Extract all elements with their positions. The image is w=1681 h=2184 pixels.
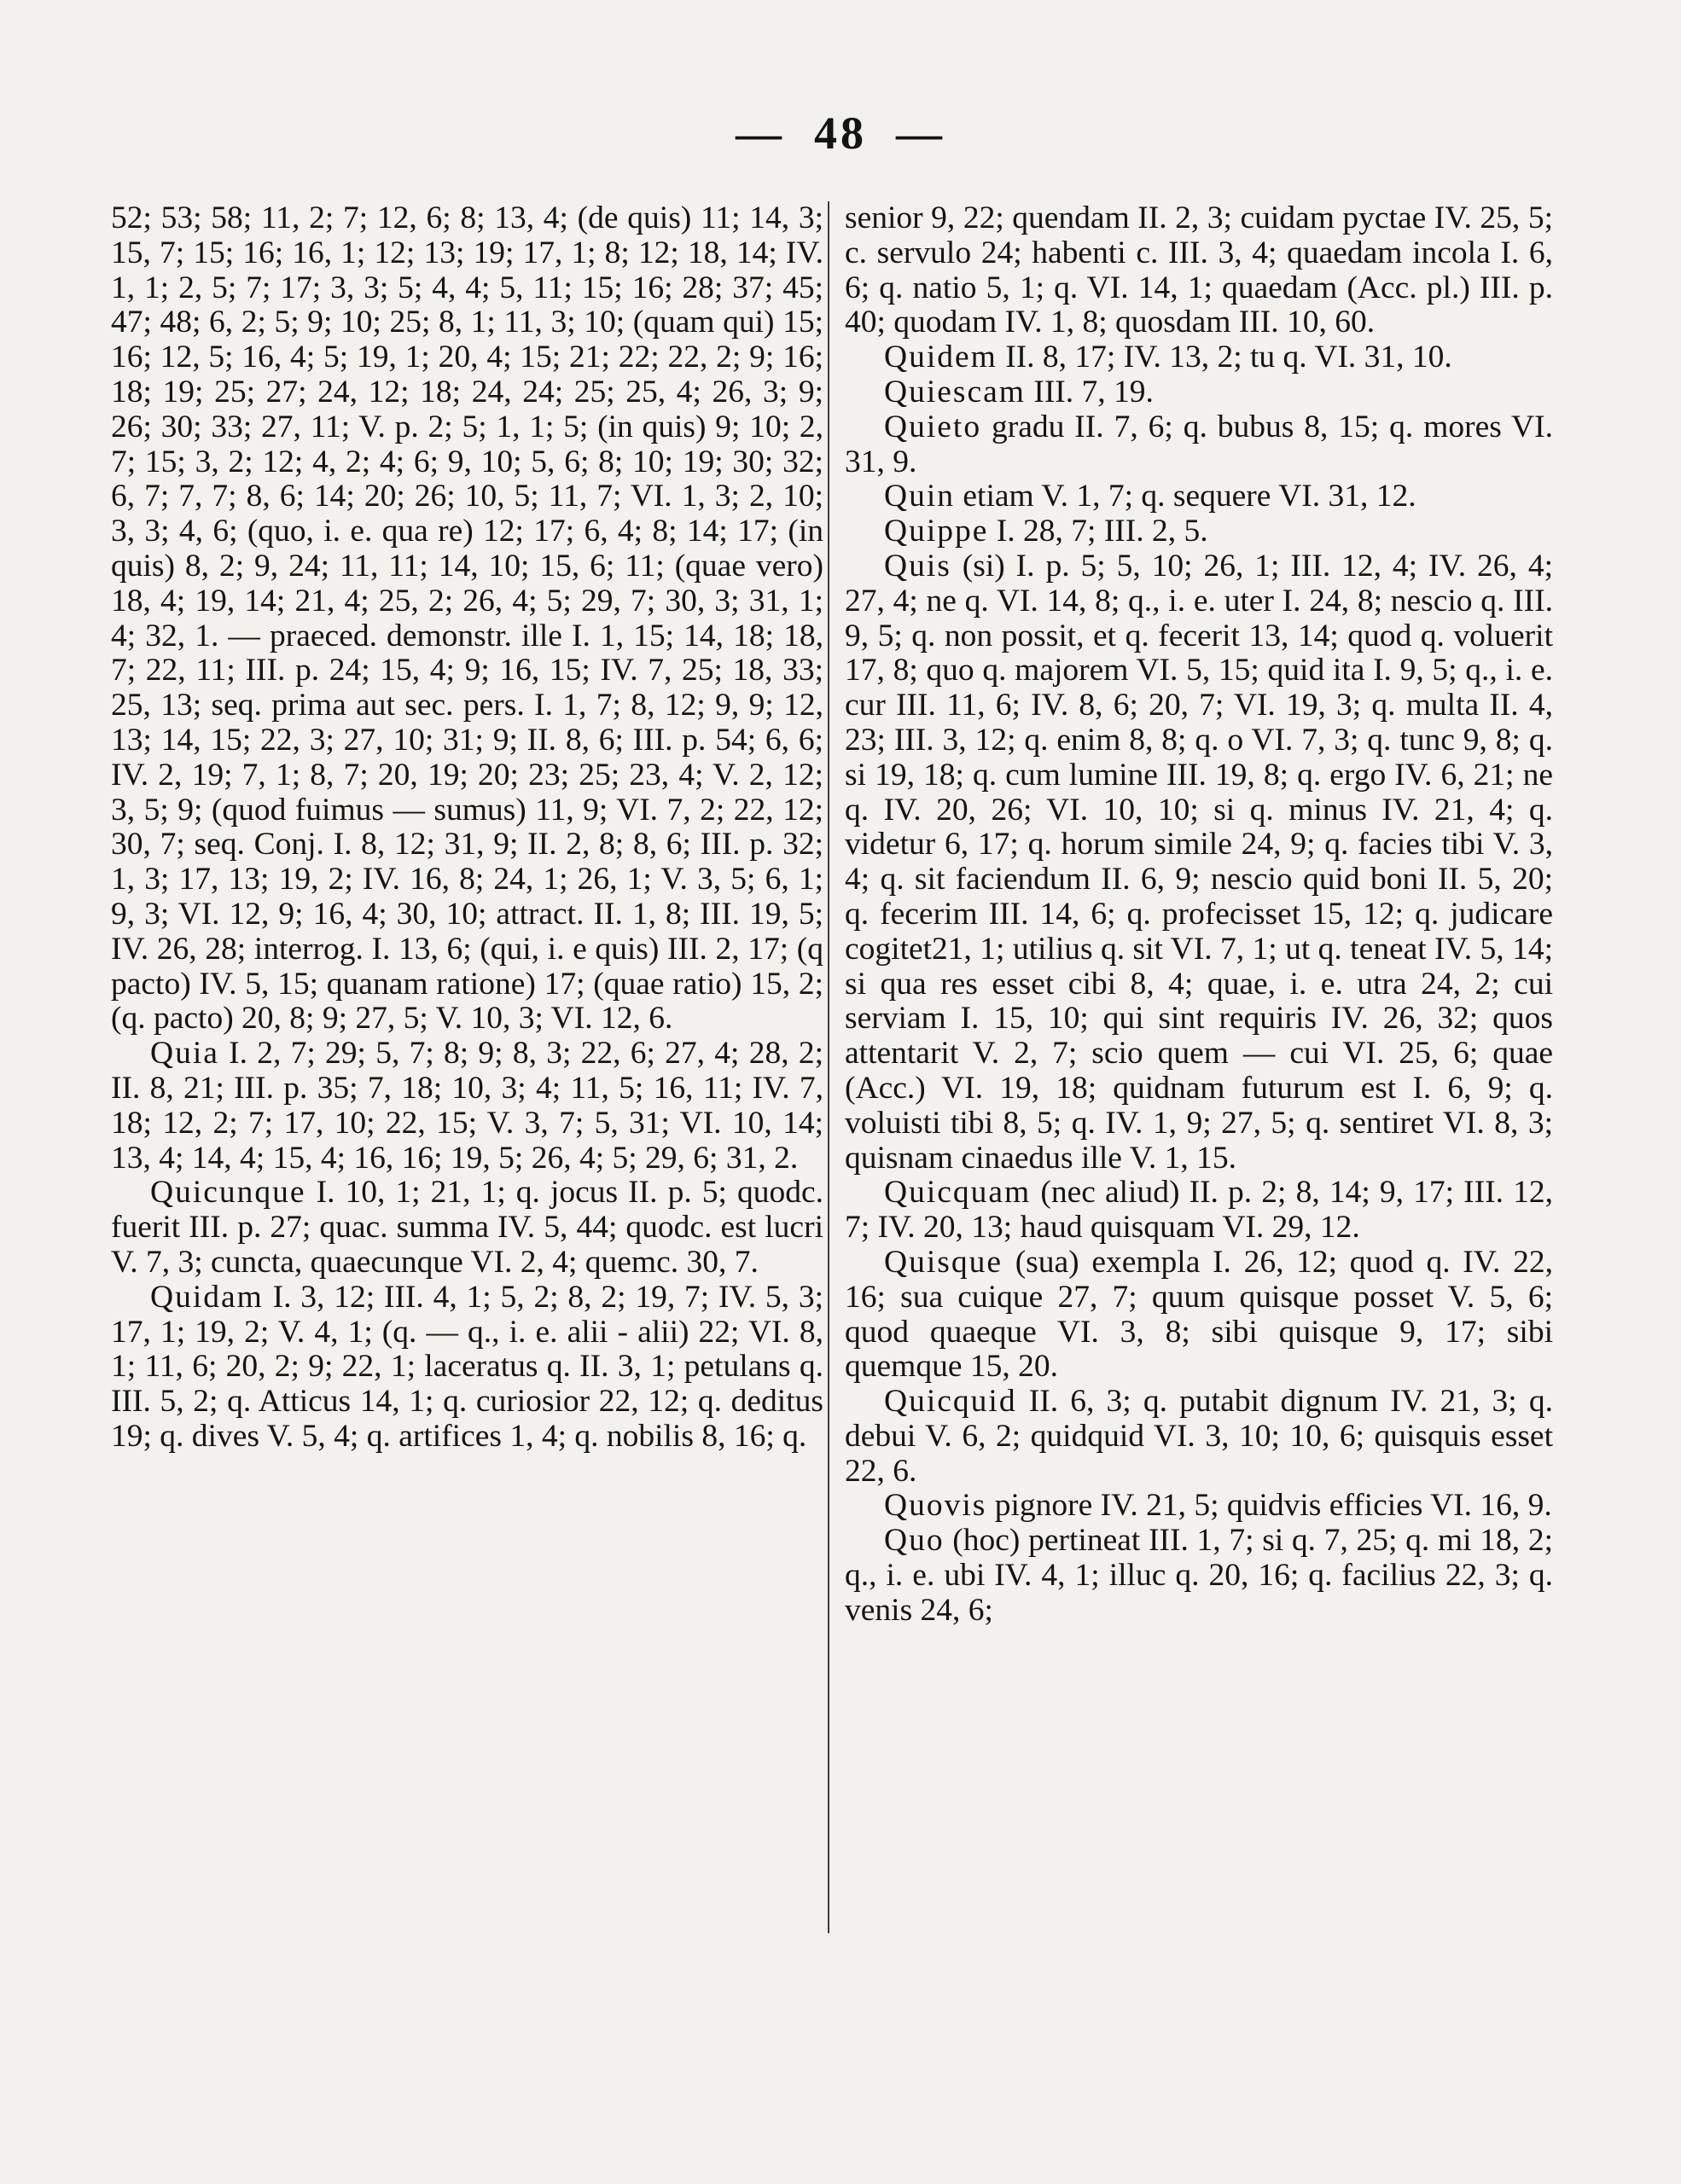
- index-entry: [845, 1176, 1553, 1246]
- entry-text: etiam V. 1, 7; q. sequere VI. 31, 12.: [955, 479, 1416, 514]
- entry-headword: Quicunque: [150, 1175, 306, 1211]
- entry-headword: Quisque: [884, 1244, 1003, 1280]
- entry-headword: Quippe: [884, 514, 989, 549]
- dash-left: —: [736, 107, 785, 159]
- entry-text: II. 6, 3; q. putabit dignum IV. 21, 3; q. debui V. 6, 2; quidquid VI. 3, 10; 10, 6; quisquis esset 22, 6.: [845, 1384, 1553, 1489]
- entry-text: I. 10, 1; 21, 1; q. jocus II. p. 5; quodc. fuerit III. p. 27; quac. summa IV. 5, 44; quodc. est lucri V. 7, 3; cuncta, quaecunque VI. 2, 4; quemc. 30, 7.: [111, 1175, 823, 1280]
- entry-text: (nec aliud) II. p. 2; 8, 14; 9, 17; III. 12, 7; IV. 20, 13; haud quisquam VI. 29, 12.: [845, 1175, 1553, 1246]
- entry-text: (sua) exempla I. 26, 12; quod q. IV. 22, 16; sua cuique 27, 7; quum quisque posset V. 5, 6; quod quaeque VI. 3, 8; sibi quisque 9, 17; sibi quemque 15, 20.: [845, 1244, 1553, 1385]
- entry-headword: Quicquam: [884, 1175, 1032, 1211]
- entry-text: II. 8, 17; IV. 13, 2; tu q. VI. 31, 10.: [997, 340, 1452, 375]
- entry-headword: Quovis: [884, 1488, 987, 1524]
- left-column: [111, 201, 823, 1455]
- entry-headword: Quia: [150, 1036, 219, 1072]
- index-entry: [845, 1524, 1553, 1628]
- index-entry: [845, 1385, 1553, 1489]
- entry-headword: Quicquid: [884, 1384, 1017, 1420]
- index-entry: [845, 1489, 1553, 1524]
- index-entry: [845, 514, 1553, 549]
- index-entry: [845, 549, 1553, 1176]
- entry-text: 52; 53; 58; 11, 2; 7; 12, 6; 8; 13, 4; (de quis) 11; 14, 3; 15, 7; 15; 16; 16, 1; 12; 13; 19; 17, 1; 8; 12; 18, 14; IV. 1, 1; 2, 5; 7; 17; 3, 3; 5; 4, 4; 5, 11; 15; 16; 28; 37; 45; 47; 48; 6, 2; 5; 9; 10; 25; 8, 1; 11, 3; 10; (quam qui) 15; 16; 12, 5; 16, 4; 5; 19, 1; 20, 4; 15; 21; 22; 22, 2; 9; 16; 18; 19; 25; 27; 24, 12; 18; 24, 24; 25; 25, 4; 26, 3; 9; 26; 30; 33; 27, 11; V. p. 2; 5; 1, 1; 5; (in quis) 9; 10; 2, 7; 15; 3, 2; 12; 4, 2; 4; 6; 9, 10; 5, 6; 8; 10; 19; 30; 32; 6, 7; 7, 7; 8, 6; 14; 20; 26; 10, 5; 11, 7; VI. 1, 3; 2, 10; 3, 3; 4, 6; (quo, i. e. qua re) 12; 17; 6, 4; 8; 14; 17; (in quis) 8, 2; 9, 24; 11, 11; 14, 10; 15, 6; 11; (quae vero) 18, 4; 19, 14; 21, 4; 25, 2; 26, 4; 5; 29, 7; 30, 3; 31, 1; 4; 32, 1. — praeced. demonstr. ille I. 1, 15; 14, 18; 18, 7; 22, 11; III. p. 24; 15, 4; 9; 16, 15; IV. 7, 25; 18, 33; 25, 13; seq. prima aut sec. pers. I. 1, 7; 8, 12; 9, 9; 12, 13; 14, 15; 22, 3; 27, 10; 31; 9; II. 8, 6; III. p. 54; 6, 6; IV. 2, 19; 7, 1; 8, 7; 20, 19; 20; 23; 25; 23, 4; V. 2, 12; 3, 5; 9; (quod fuimus — sumus) 11, 9; VI. 7, 2; 22, 12; 30, 7; seq. Conj. I. 8, 12; 31, 9; II. 2, 8; 8, 6; III. p. 32; 1, 3; 17, 13; 19, 2; IV. 16, 8; 24, 1; 26, 1; V. 3, 5; 6, 1; 9, 3; VI. 12, 9; 16, 4; 30, 10; attract. II. 1, 8; III. 19, 5; IV. 26, 28; interrog. I. 13, 6; (qui, i. e quis) III. 2, 17; (q pacto) IV. 5, 15; quanam ratione) 17; (quae ratio) 15, 2; (q. pacto) 20, 8; 9; 27, 5; V. 10, 3; VI. 12, 6.: [111, 200, 823, 1037]
- index-entry: [845, 410, 1553, 480]
- index-entry: [845, 340, 1553, 375]
- entry-text: gradu II. 7, 6; q. bubus 8, 15; q. mores VI. 31, 9.: [845, 409, 1553, 479]
- entry-headword: Quis: [884, 548, 951, 584]
- index-entry: [845, 375, 1553, 410]
- index-entry: [845, 479, 1553, 514]
- entry-text: III. 7, 19.: [1025, 374, 1154, 410]
- page-header: [0, 107, 1681, 160]
- index-entry: [111, 1037, 823, 1176]
- index-entry: [111, 1281, 823, 1455]
- right-column: [845, 201, 1553, 1629]
- index-entry: [845, 1246, 1553, 1385]
- dash-right: —: [896, 107, 945, 159]
- entry-headword: Quo: [884, 1523, 945, 1559]
- page-number: 48: [814, 107, 867, 159]
- entry-text: I. 2, 7; 29; 5, 7; 8; 9; 8, 3; 22, 6; 27, 4; 28, 2; II. 8, 21; III. p. 35; 7, 18; 10, 3; 4; 11, 5; 16, 11; IV. 7, 18; 12, 2; 7; 17, 10; 22, 15; V. 3, 7; 5, 31; VI. 10, 14; 13, 4; 14, 4; 15, 4; 16, 16; 19, 5; 26, 4; 5; 29, 6; 31, 2.: [111, 1036, 823, 1176]
- column-divider: [828, 201, 829, 1933]
- entry-text: I. 28, 7; III. 2, 5.: [988, 514, 1208, 549]
- index-entry: [111, 1176, 823, 1280]
- entry-text: pignore IV. 21, 5; quidvis efficies VI. 16, 9.: [986, 1488, 1552, 1524]
- entry-continuation: [845, 201, 1553, 340]
- entry-headword: Quidem: [884, 340, 998, 375]
- entry-headword: Quidam: [150, 1279, 264, 1315]
- entry-headword: Quin: [884, 479, 955, 514]
- entry-headword: Quieto: [884, 409, 982, 444]
- entry-text: senior 9, 22; quendam II. 2, 3; cuidam pyctae IV. 25, 5; c. servulo 24; habenti c. III. 3, 4; quaedam incola I. 6, 6; q. natio 5, 1; q. VI. 14, 1; quaedam (Acc. pl.) III. p. 40; quodam IV. 1, 8; quosdam III. 10, 60.: [845, 200, 1553, 340]
- entry-text: (si) I. p. 5; 5, 10; 26, 1; III. 12, 4; IV. 26, 4; 27, 4; ne q. VI. 14, 8; q., i. e. uter I. 24, 8; nescio q. III. 9, 5; q. non possit, et q. fecerit 13, 14; quod q. voluerit 17, 8; quo q. majorem VI. 5, 15; quid ita I. 9, 5; q., i. e. cur III. 11, 6; IV. 8, 6; 20, 7; VI. 19, 3; q. multa II. 4, 23; III. 3, 12; q. enim 8, 8; q. o VI. 7, 3; q. tunc 9, 8; q. si 19, 18; q. cum lumine III. 19, 8; q. ergo IV. 6, 21; ne q. IV. 20, 26; VI. 10, 10; si q. minus IV. 21, 4; q. videtur 6, 17; q. horum simile 24, 9; q. facies tibi V. 3, 4; q. sit faciendum II. 6, 9; nescio quid boni II. 5, 20; q. fecerim III. 14, 6; q. profecisset 15, 12; q. judicare cogitet21, 1; utilius q. sit VI. 7, 1; ut q. teneat IV. 5, 14; si qua res esset cibi 8, 4; quae, i. e. utra 24, 2; cui serviam I. 15, 10; qui sint requiris IV. 26, 32; quos attentarit V. 2, 7; scio quem — cui VI. 25, 6; quae (Acc.) VI. 19, 18; quidnam futurum est I. 6, 9; q. voluisti tibi 8, 5; q. IV. 1, 9; 27, 5; q. sentiret VI. 8, 3; quisnam cinaedus ille V. 1, 15.: [845, 548, 1553, 1176]
- entry-text: (hoc) pertineat III. 1, 7; si q. 7, 25; q. mi 18, 2; q., i. e. ubi IV. 4, 1; illuc q. 20, 16; q. facilius 22, 3; q. venis 24, 6;: [845, 1523, 1553, 1628]
- entry-continuation: [111, 201, 823, 1037]
- entry-text: I. 3, 12; III. 4, 1; 5, 2; 8, 2; 19, 7; IV. 5, 3; 17, 1; 19, 2; V. 4, 1; (q. — q., i. e. alii - alii) 22; VI. 8, 1; 11, 6; 20, 2; 9; 22, 1; laceratus q. II. 3, 1; petulans q. III. 5, 2; q. Atticus 14, 1; q. curiosior 22, 12; q. deditus 19; q. dives V. 5, 4; q. artifices 1, 4; q. nobilis 8, 16; q.: [111, 1279, 823, 1454]
- entry-headword: Quiescam: [884, 374, 1026, 410]
